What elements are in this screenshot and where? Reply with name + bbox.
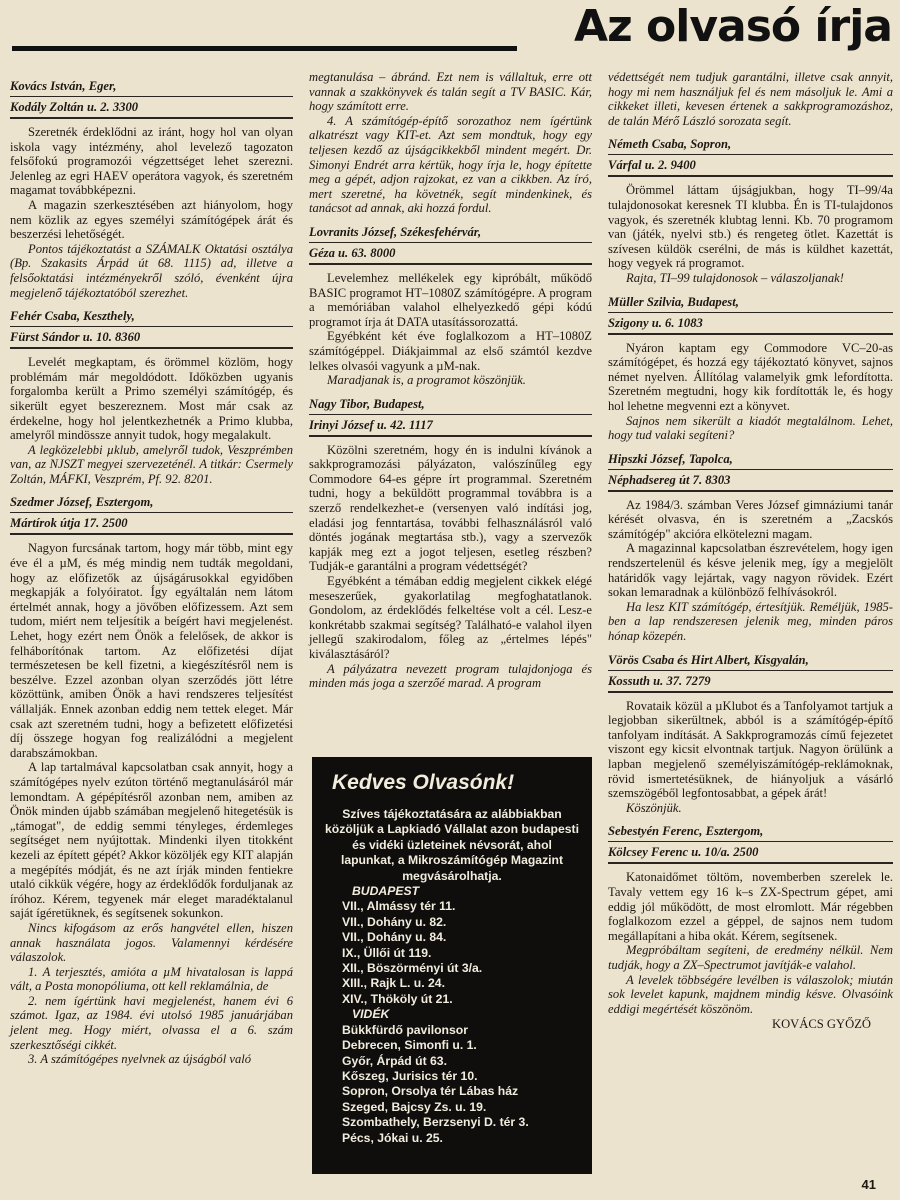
letter-paragraph: Közölni szeretném, hogy én is indulni kívánok a sakkprogramozási pályázaton, valószínűleg egy Commodore 64-es gépre írt programmal. Szeretném tudni, hogy a beküldött programmal továbbra is a szerző rendelkezhet-e (versenyen való indítási jog, eladási jog fenntartása, további felhasználásról való döntés jogának megtartása stb.), vagy a szervezők kapják meg ezt a jogot teljesen, esetleg részben? Tudják-e garantálni a program védettségét? xyxy=(309,442,592,574)
letter-feher xyxy=(10,306,293,486)
editor-reply: megtanulása – ábránd. Ezt nem is vállaltuk, erre ott vannak a szakkönyvek és talán segít a TV BASIC. Kár, hogy számított erre. xyxy=(309,70,592,114)
store-item: XIV., Thököly út 21. xyxy=(342,991,453,1006)
editor-reply: 4. A számítógép-építő sorozathoz nem ígértünk alkatrészt vagy KIT-et. Azt sem mondtuk, hogy egy teljesen kezdő az újságcikkekből mindent megért. Dr. Simonyi Endrét arra kértük, hogy írja le, hogy építette meg a gépét, adjon rajzokat, ez van a cikkben. Az író, mert szeretné, ha követnék, segít mindenkinek, és tanácsot ad annak, aki hozzá fordul. xyxy=(309,113,592,216)
letter-address: Mártírok útja 17. 2500 xyxy=(10,513,293,535)
letter-paragraph: A magazin szerkesztésében azt hiányolom, hogy nem közlik az egyes személyi számítógépek árát és beszerzési lehetőségét. xyxy=(10,197,293,242)
store-item: Debrecen, Simonfi u. 1. xyxy=(342,1038,477,1053)
editor-reply: 2. nem ígértünk havi megjelenést, hanem évi 6 számot. Igaz, az 1984. évi utolsó 1985 januárjában jelent meg. Hogy miért, olvassa el a 6. szám szerkesztőségi cikkét. xyxy=(10,993,293,1052)
editor-reply: Nincs kifogásom az erős hangvétel ellen, hiszen annak használata jogos. Valamennyi kérdésére válaszolok. xyxy=(10,920,293,965)
letter-szedmer-continued xyxy=(309,70,592,216)
city-heading-budapest: BUDAPEST xyxy=(352,884,420,899)
editor-reply: Pontos tájékoztatást a SZÁMALK Oktatási osztálya (Bp. Szakasits Árpád út 68. 1115) ad, illetve a felsőoktatási intézményekről szóló, évenként újra megjelenő tájékoztatóból szerezhet. xyxy=(10,241,293,300)
column-1 xyxy=(10,70,293,1067)
letter-address: Kölcsey Ferenc u. 10/a. 2500 xyxy=(608,842,893,864)
editor-reply: A pályázatra nevezett program tulajdonjoga és minden más joga a szerzőé marad. A program xyxy=(309,661,592,691)
letter-paragraph: Levelemhez mellékelek egy kipróbált, működő BASIC programot HT–1080Z számítógépre. A program a memóriában valahol elhelyezkedő gépi kódú programot írja át DATA utasítássorozattá. xyxy=(309,270,592,329)
letter-address: Kossuth u. 37. 7279 xyxy=(608,671,893,693)
letter-nagy-continued xyxy=(608,70,893,128)
letter-address: Kodály Zoltán u. 2. 3300 xyxy=(10,97,293,119)
store-item: VII., Dohány u. 84. xyxy=(342,930,447,945)
editor-signature: KOVÁCS GYŐZŐ xyxy=(771,1017,871,1032)
store-item: Szombathely, Berzsenyi D. tér 3. xyxy=(342,1115,529,1130)
letter-lovranits xyxy=(309,222,592,388)
editor-reply: Sajnos nem sikerült a kiadót megtalálnom. Lehet, hogy tud valaki segíteni? xyxy=(608,413,893,443)
store-item: XIII., Rajk L. u. 24. xyxy=(342,976,445,991)
letter-paragraph: Az 1984/3. számban Veres József gimnáziumi tanár kérését olvasva, én is szeretném a „Zacskós számítógép" akcióra elkötelezni magam. xyxy=(608,497,893,541)
letter-address: Fürst Sándor u. 10. 8360 xyxy=(10,327,293,349)
letter-sebestyen xyxy=(608,821,893,1032)
letter-paragraph: Egyébként két éve foglalkozom a HT–1080Z számítógéppel. Diákjaimmal az első számtól kezdve lelkes olvasói vagyunk a µM-nak. xyxy=(309,329,592,373)
letter-nagy xyxy=(309,394,592,691)
letter-paragraph: Nyáron kaptam egy Commodore VC–20-as számítógépet, és hozzá egy tájékoztató könyvet, sajnos német nyelven. Állítólag valamelyik gmk lefordította. Szeretném megtudni, hogy kik fordították le, és hogy hol lehetne megvenni ezt a könyvet. xyxy=(608,340,893,413)
letter-address: Várfal u. 2. 9400 xyxy=(608,155,893,177)
editor-reply: A legközelebbi µklub, amelyről tudok, Veszprémben van, az NJSZT megyei szervezeténél. A titkár: Csermely Zoltán, MÁFKI, Veszprém, Pf. 92. 8201. xyxy=(10,442,293,486)
letter-hipszki xyxy=(608,449,893,644)
store-item: Kőszeg, Jurisics tér 10. xyxy=(342,1068,478,1083)
letter-voros-hirt xyxy=(608,650,893,816)
letter-nemeth xyxy=(608,134,893,285)
box-title: Kedves Olvasónk! xyxy=(332,771,515,794)
letter-sender: Lovranits József, Székesfehérvár, xyxy=(309,222,592,243)
page-title: Az olvasó írja xyxy=(574,1,892,52)
page-number: 41 xyxy=(861,1177,876,1192)
letter-sender: Vörös Csaba és Hirt Albert, Kisgyalán, xyxy=(608,650,893,671)
letter-sender: Szedmer József, Esztergom, xyxy=(10,492,293,513)
editor-reply: Rajta, TI–99 tulajdonosok – válaszoljanak! xyxy=(626,270,844,285)
letter-szedmer xyxy=(10,492,293,1066)
letter-sender: Kovács István, Eger, xyxy=(10,76,293,97)
editor-reply: A levelek többségére levélben is válaszolok; miután sok levelet kapunk, majdnem mindig késve. Olvasóink eddigi megértését köszönöm. xyxy=(608,972,893,1016)
letter-sender: Müller Szilvia, Budapest, xyxy=(608,292,893,313)
store-item: IX., Üllői út 119. xyxy=(342,945,432,960)
store-list xyxy=(312,884,592,1146)
store-item: Szeged, Bajcsy Zs. u. 19. xyxy=(342,1099,487,1114)
letter-paragraph: Levelét megkaptam, és örömmel közlöm, hogy problémám már megoldódott. Időközben ugyanis forgalomba került a Primo személyi számítógép, és sikerült egyet beszereznem. Most már csak az érdekelne, hogy hol jelentkezhetnék a Primo klubba, amelyről mindössze annyit tudok, hogy megalakult. xyxy=(10,355,293,443)
letter-sender: Németh Csaba, Sopron, xyxy=(608,134,893,155)
header-rule xyxy=(12,46,517,51)
editor-reply: Ha lesz KIT számítógép, értesítjük. Reméljük, 1985-ben a lap rendszeresen jelenik meg, minden páros hónap közepén. xyxy=(608,599,893,644)
city-heading-videk: VIDÉK xyxy=(352,1007,390,1022)
editor-reply: Köszönjük. xyxy=(626,800,682,815)
store-item: Győr, Árpád út 63. xyxy=(342,1053,447,1068)
letter-address: Néphadsereg út 7. 8303 xyxy=(608,470,893,492)
letter-paragraph: Rovataik közül a µKlubot és a Tanfolyamot tartjuk a legjobban sikerültnek, abból is a számítógép-építő tanfolyam indítását. A Sakkprogramozás című fejezetet viszont egy kicsit elvontnak tartjuk. Nagyon örülünk a lapban megjelenő személyiszámítógép-reklámoknak, rövid ismertetésüknek, de hiányoljuk a vásárló szemszögéből legfontosabbat, a gépek árát! xyxy=(608,698,893,801)
letter-paragraph: Katonaidőmet töltöm, novemberben szerelek le. Tavaly vettem egy 16 k–s ZX-Spectrum gépet, ami eddig jól működött, de most elromlott. Már régebben foglalkozom ezzel a géppel, de sajnos nem tudom megállapítani a hiba okát. Kérem, segítsenek. xyxy=(608,870,893,943)
letter-address: Szigony u. 6. 1083 xyxy=(608,313,893,335)
editor-reply: 3. A számítógépes nyelvnek az újságból való xyxy=(28,1052,252,1067)
letter-sender: Sebestyén Ferenc, Esztergom, xyxy=(608,821,893,842)
store-item: VII., Dohány u. 82. xyxy=(342,914,447,929)
letter-paragraph: Egyébként a témában eddig megjelent cikkek elégé meseszerűek, gyakorlatilag megfoghatatlanok. Gondolom, az érdeklődés felkeltése volt a cél. Lesz-e konkrétabb szakmai segítség? Található-e valahol ilyen jellegű szakirodalom, főleg az „értelmes lépés" kiválasztásáról? xyxy=(309,574,592,661)
editor-reply: védettségét nem tudjuk garantálni, illetve csak annyit, hogy mi nem használjuk fel és nem másoljuk le. Ami a cikkeket illeti, kevesen értenek a sakkprogramozáshoz, de talán Mérő László sorozata segít. xyxy=(608,70,893,128)
letter-sender: Hipszki József, Tapolca, xyxy=(608,449,893,470)
editor-reply: Megpróbáltam segíteni, de eredmény nélkül. Nem tudják, hogy a ZX–Spectrumot javítják-e valahol. xyxy=(608,943,893,972)
editor-reply: 1. A terjesztés, amióta a µM hivatalosan is lappá vált, a Posta monopóliuma, ott kell reklamálnia, de xyxy=(10,964,293,994)
store-item: XII., Böszörményi út 3/a. xyxy=(342,961,483,976)
letter-paragraph: Nagyon furcsának tartom, hogy már több, mint egy éve él a µM, és még mindig nem tudták megoldani, hogy az előfizetők az újságárusokkal egyidőben megkapják a folyóiratot. Így egyáltalán nem látom értelmét annak, hogy a jövőben előfizessem. Azt sem tudom, miért nem teljesítik a beígért havi megjelenést. Lehet, hogy ezért nem Önök a felelősek, de akkor is felháborítónak tartom. Az előfizetési díjat természetesen be kell fizetni, a kiegészítésről nem is beszélve. Ezzel azonban olyan szerződés jött létre közöttünk, amiben Önök a havi rendszeres teljesítést vállalják. Ennek azonban eddig nem tettek eleget. Már csak azt szeretném tudni, hogy a befizetett előfizetési díj összege hogyan fog realizálódni a megjelent darabszámokban. xyxy=(10,541,293,760)
letter-kovacs xyxy=(10,76,293,300)
letter-paragraph: Szeretnék érdeklődni az iránt, hogy hol van olyan iskola vagy intézmény, ahol levelező tagozaton felsőfokú programozói végzettséget lehet szerezni. Jelenleg az egri HAEV operátora vagyok, és szeretném magamat továbbképezni. xyxy=(10,125,293,198)
store-item: VII., Almássy tér 11. xyxy=(342,899,456,914)
store-list-box xyxy=(312,757,592,1174)
column-2 xyxy=(309,70,592,691)
store-item: Sopron, Orsolya tér Lábas ház xyxy=(342,1084,519,1099)
letter-sender: Fehér Csaba, Keszthely, xyxy=(10,306,293,327)
letter-paragraph: Örömmel láttam újságjukban, hogy TI–99/4a tulajdonosokat keresnek TI klubba. Én is TI-tulajdonos vagyok, és szeretnék klubtag lenni. Kb. 70 programom van (játék, nyelvi stb.) és rengeteg ötlet. Kazettát is szívesen küldök cserélni, de más is küldhet kazettát, hogy vegyek rá programot. xyxy=(608,183,893,271)
letter-sender: Nagy Tibor, Budapest, xyxy=(309,394,592,415)
letter-address: Géza u. 63. 8000 xyxy=(309,243,592,265)
column-3 xyxy=(608,70,893,1032)
store-item: Pécs, Jókai u. 25. xyxy=(342,1130,443,1145)
letter-address: Irinyi József u. 42. 1117 xyxy=(309,415,592,437)
letter-paragraph: A magazinnal kapcsolatban észrevételem, hogy igen rendszertelenül és késve jelenik meg, így a megjelölt határidők vagy lejártak, vagy nagyon rövidek. Ezért sokan lemaradnak a különböző felhívásokról. xyxy=(608,541,893,600)
editor-reply: Maradjanak is, a programot köszönjük. xyxy=(327,373,526,388)
box-intro: Szíves tájékoztatására az alábbiakban közöljük a Lapkiadó Vállalat azon budapesti és vidéki üzleteinek névsorát, ahol lapunkat, a Mikroszámítógép Magazint megvásárolhatja. xyxy=(325,807,579,883)
letter-muller xyxy=(608,292,893,443)
letter-paragraph: A lap tartalmával kapcsolatban csak annyit, hogy a számítógépes nyelv ezúton történő megtanulásáról már lemondtam. A gépépítésről azonban nem, amiben az Önök minden újabb számában megjelenő hitegetésük is „támogat", de eddig semmi tényleges, érdemleges segítséget nem nyújtottak. Mindenki ilyen titokként kezeli az épített gépét? Akkor közöljék egy KIT alapján a megépítés módját, és ne azt írják minden fentiekre utaló cikkük végére, hogy az érdeklődők forduljanak az íróhoz. Kérem, tegyenek már eleget maradéktalanul saját ígéretüknek, és segítsenek sokunkon. xyxy=(10,760,293,921)
store-item: Bükkfürdő pavilonsor xyxy=(342,1022,468,1037)
